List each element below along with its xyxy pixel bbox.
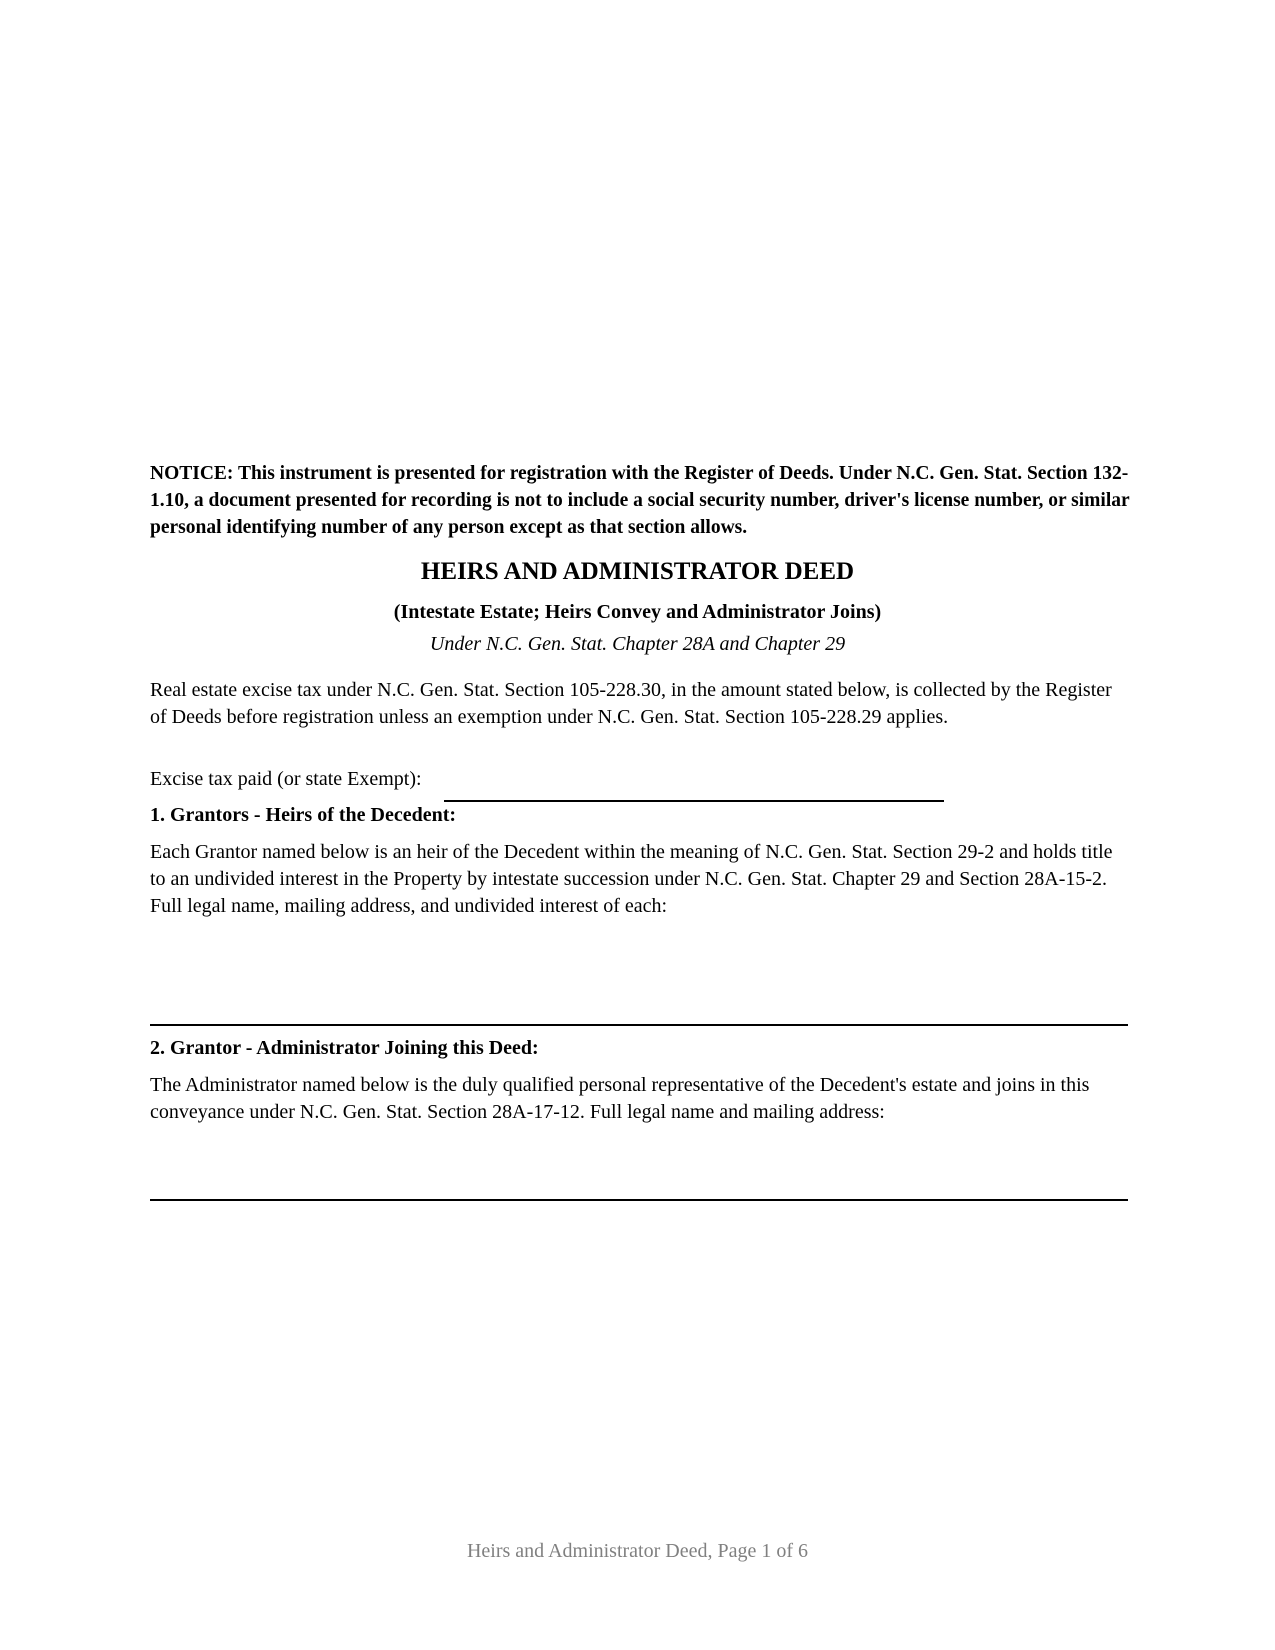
document-title: HEIRS AND ADMINISTRATOR DEED	[420, 558, 855, 585]
document-subtitle: (Intestate Estate; Heirs Convey and Administrator Joins)	[393, 601, 882, 623]
excise-tax-label: Excise tax paid (or state Exempt):	[150, 768, 422, 790]
section-1-body: Each Grantor named below is an heir of the Decedent within the meaning of N.C. Gen. Stat. Section 29-2 and holds title to an undivided interest in the Property by intestate succession under N.C. Gen. Stat. Chapter 29 and Section 28A-15-2. Full legal name, mailing address, and undivided interest of each:	[150, 841, 1113, 917]
section-1-heading: 1. Grantors - Heirs of the Decedent:	[150, 804, 457, 826]
statute-reference: Under N.C. Gen. Stat. Chapter 28A and Chapter 29	[429, 633, 846, 655]
administrator-blank-line[interactable]	[150, 1199, 1128, 1201]
excise-tax-blank-line[interactable]	[444, 800, 944, 802]
excise-tax-paragraph: Real estate excise tax under N.C. Gen. Stat. Section 105-228.30, in the amount stated below, is collected by the Register of Deeds before registration unless an exemption under N.C. Gen. Stat. Section 105-228.29 applies.	[150, 679, 1112, 728]
section-2-heading: 2. Grantor - Administrator Joining this Deed:	[150, 1037, 539, 1059]
section-2-body: The Administrator named below is the duly qualified personal representative of the Decedent's estate and joins in this conveyance under N.C. Gen. Stat. Section 28A-17-12. Full legal name and mailing address:	[150, 1074, 1090, 1123]
grantors-blank-line[interactable]	[150, 1024, 1128, 1026]
recording-notice: NOTICE: This instrument is presented for registration with the Register of Deeds. Under N.C. Gen. Stat. Section 132-1.10, a document presented for recording is not to include a social security number, driver's license number, or similar personal identifying number of any person except as that section allows.	[150, 463, 1130, 538]
page-footer: Heirs and Administrator Deed, Page 1 of 6	[466, 1540, 809, 1562]
